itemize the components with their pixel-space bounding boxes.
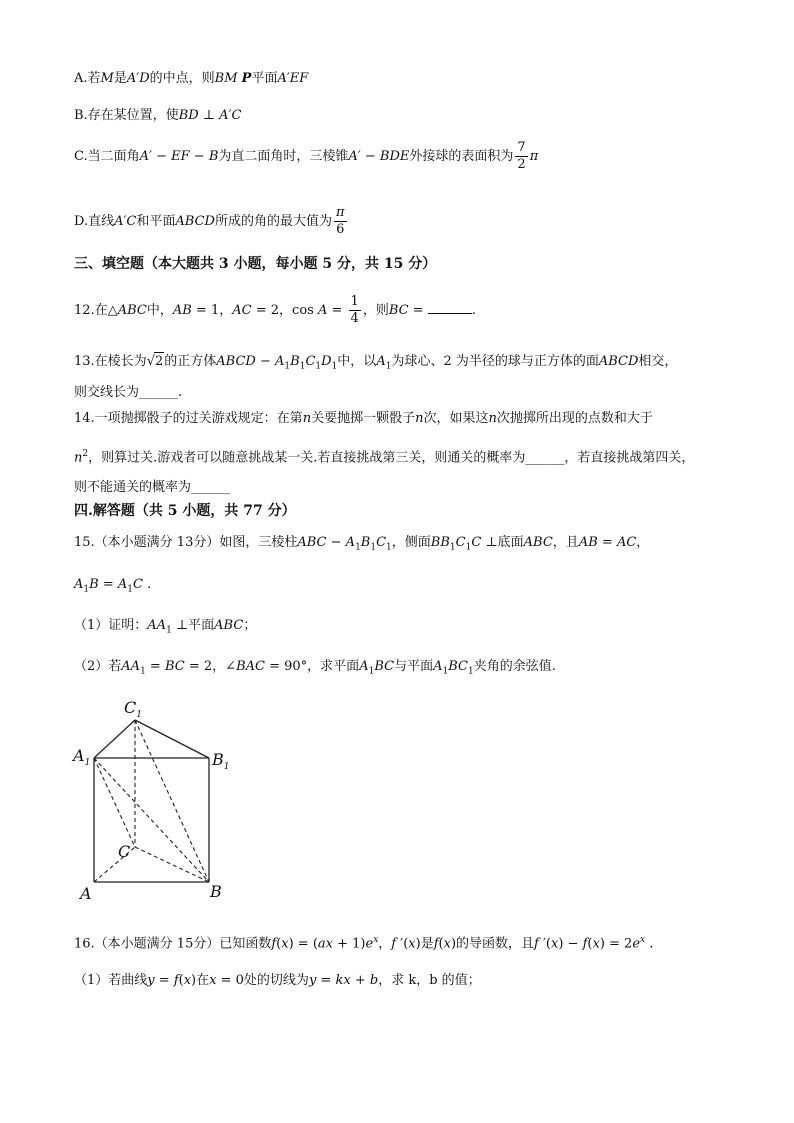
question-14-line3: 则不能通关的概率为______ — [74, 480, 231, 495]
question-16-part1: （1）若曲线y = f(x)在x = 0处的切线为y = kx + b，求 k，b 的值； — [74, 973, 481, 988]
question-13-line2: 则交线长为______. — [74, 385, 183, 400]
section-3-title: 三、填空题（本大题共 3 小题，每小题 5 分，共 15 分） — [74, 256, 437, 272]
label-a1: $A_1$ — [73, 746, 91, 768]
edge-c1-b1 — [135, 720, 209, 758]
label-b1: $B_1$ — [212, 750, 230, 772]
label-a: A — [80, 884, 92, 903]
edge-c-b — [135, 847, 209, 882]
question-14-line2: $n^2$，则算过关.游戏者可以随意挑战某一关.若直接挑战第三关，则通关的概率为______，若直接挑战第四关， — [74, 449, 695, 466]
edge-a1-c1 — [94, 720, 135, 758]
question-13: 13.在棱长为√2的正方体ABCD − $A_1B_1C_1D_1$中，以$A_1$为球心、2 为半径的球与正方体的面ABCD相交， — [74, 354, 678, 372]
question-14: 14.一项抛掷骰子的过关游戏规定：在第n关要抛掷一颗骰子n次，如果这n次抛掷所出现的点数和大于 — [74, 411, 653, 426]
edge-c1-b — [135, 720, 209, 882]
question-15: 15.（本小题满分 13分）如图，三棱柱ABC − $A_1B_1C_1$，侧面$BB_1C_1C$ ⊥底面ABC，且AB = AC， — [74, 535, 650, 553]
question-15-part2: （2）若$AA_1$ = BC = 2，∠BAC = 90°，求平面$A_1BC$与平面$A_1BC_1$夹角的余弦值. — [74, 659, 556, 677]
option-c: C.当二面角A′ − EF − B为直二面角时，三棱锥A′ − BDE外接球的表面积为 $\frac{7}{2}$ π — [74, 140, 539, 172]
section-4-title: 四.解答题（共 5 小题，共 77 分） — [74, 503, 296, 519]
label-c: C — [118, 842, 131, 861]
option-a: A.若M是A′D的中点，则BM P平面A′EF — [74, 71, 309, 86]
edge-a1-c — [94, 758, 135, 847]
edge-a1-b — [94, 758, 209, 882]
label-c1: $C_1$ — [124, 698, 142, 720]
option-b: B.存在某位置，使BD ⊥ A′C — [74, 108, 242, 123]
label-b: B — [210, 882, 222, 901]
question-12: 12.在△ABC中，AB = 1，AC = 2，cos A = $\frac{1}{4}$ ，则BC = . — [74, 294, 476, 326]
answer-blank[interactable] — [428, 301, 472, 314]
option-d: D.直线A′C和平面ABCD所成的角的最大值为 $\frac{\pi}{6}$ — [74, 205, 345, 237]
question-15-part1: （1）证明：$AA_1$ ⊥平面ABC； — [74, 618, 257, 636]
question-15-line2: $A_1B = A_1C$ . — [74, 577, 152, 595]
question-16: 16.（本小题满分 15分）已知函数$f(x) = (ax + 1)e^x$，f ′(x)是f(x)的导函数，且f $'(x) - f(x) = 2e^x$ . — [74, 935, 654, 952]
prism-figure — [70, 695, 240, 905]
